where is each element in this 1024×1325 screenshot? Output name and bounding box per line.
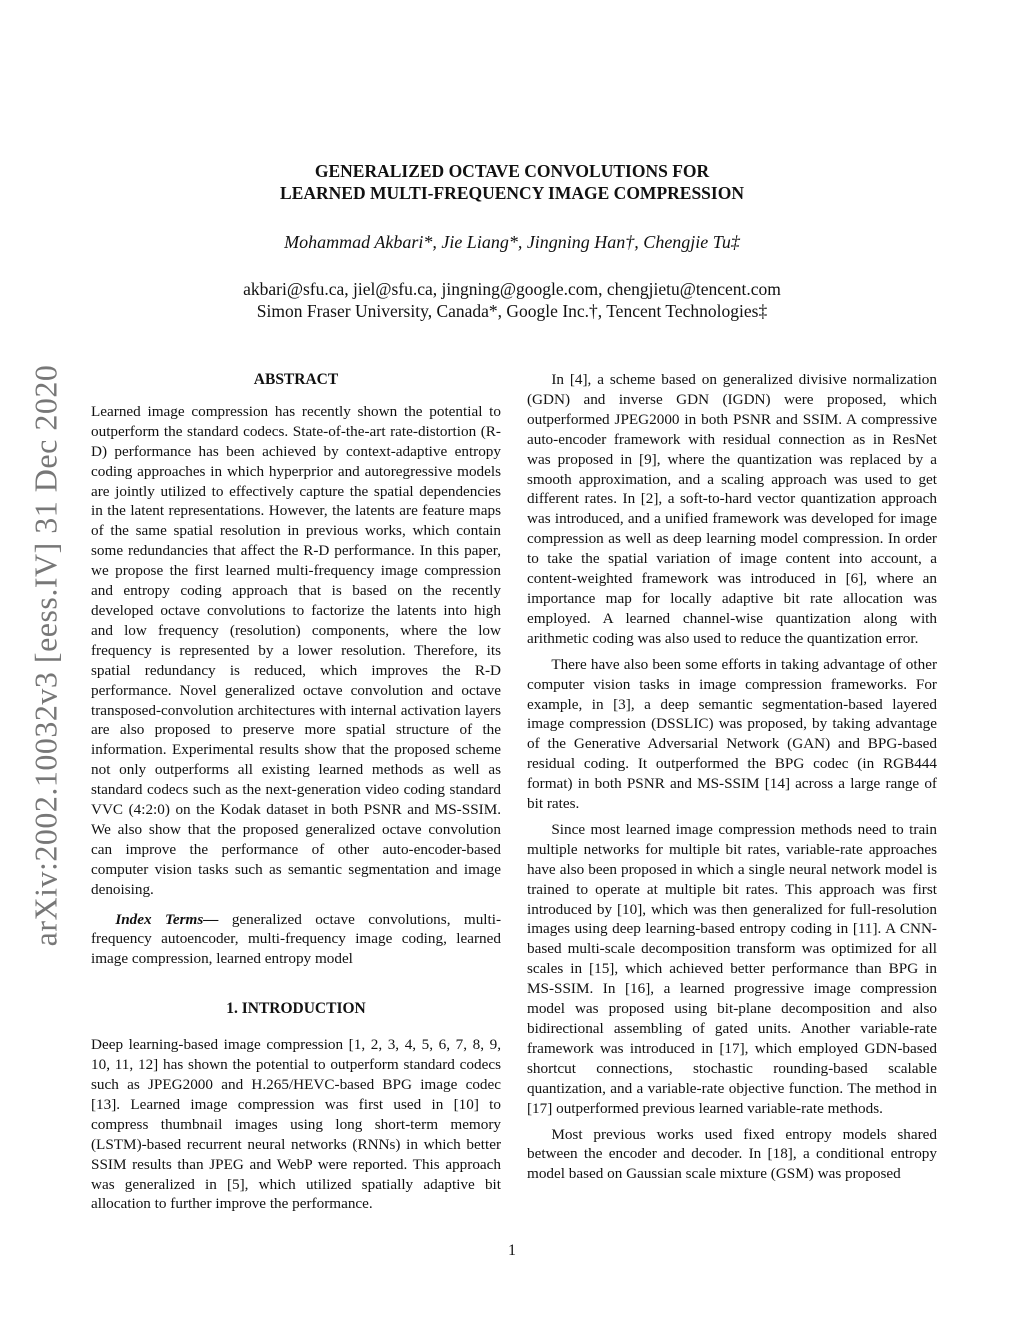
author-list: Mohammad Akbari*, Jie Liang*, Jingning Han†, Chengjie Tu‡ (284, 232, 740, 252)
index-terms-text: generalized octave convolutions, multi-frequency autoencoder, multi-frequency image coding, learned image compression, learned entropy model (91, 910, 501, 968)
paper-title (0, 160, 1024, 204)
intro-paragraph-4: Since most learned image compression methods need to train multiple networks for multiple bit rates, variable-rate approaches have also been proposed in which a single neural network model is trained to operate at multiple bit rates. This approach was first introduced by [10], which was then generalized for full-resolution images using deep learning-based entropy coding in [11]. A CNN-based multi-scale decomposition transform was optimized for all scales in [15], which achieved better performance than BPG in MS-SSIM. In [16], a learned progressive image compression model was proposed using bit-plane decomposition and also bidirectional assembling of gated units. Another variable-rate framework was introduced in [17], which employed GDN-based shortcut connections, stochastic rounding-based scalable quantization, and a variable-rate objective function. The method in [17] outperformed previous learned variable-rate methods. (527, 820, 937, 1117)
intro-paragraph-2: In [4], a scheme based on generalized divisive normalization (GDN) and inverse GDN (IGDN) were proposed, which outperformed JPEG2000 in both PSNR and SSIM. A compressive auto-encoder framework with residual connection as in ResNet was proposed in [9], where the quantization was replaced by a smooth approximation, and a scaling approach was used to get different rates. In [2], a soft-to-hard vector quantization approach was introduced, and a unified framework was developed for image compression as well as deep learning model compression. In order to take the spatial variation of image content into account, a content-weighted framework was introduced in [6], where an importance map for locally adaptive bit rate allocation was employed. A learned channel-wise quantization along with arithmetic coding was also used to reduce the quantization error. (527, 371, 937, 647)
page-number: 1 (508, 1242, 516, 1259)
author-affiliations: Simon Fraser University, Canada*, Google Inc.†, Tencent Technologies‡ (256, 301, 768, 321)
author-emails: akbari@sfu.ca, jiel@sfu.ca, jingning@google.com, chengjietu@tencent.com (243, 279, 781, 299)
right-column (527, 370, 937, 1184)
abstract-text: Learned image compression has recently shown the potential to outperform the standard codecs. State-of-the-art rate-distortion (R-D) performance has been achieved by context-adaptive entropy coding approaches in which hyperprior and autoregressive models are jointly utilized to effectively capture the spatial dependencies in the latent representations. However, the latents are feature maps of the same spatial resolution in previous works, which contain some redundancies that affect the R-D performance. In this paper, we propose the first learned multi-frequency image compression and entropy coding approach that is based on the recently developed octave convolutions to factorize the latents into high and low frequency (resolution) components, where the low frequency is represented by a lower resolution. Therefore, its spatial redundancy is reduced, which improves the R-D performance. Novel generalized octave convolution and octave transposed-convolution architectures with internal activation layers are also proposed to preserve more spatial structure of the information. Experimental results show that the proposed scheme not only outperforms all existing learned methods as well as standard codecs such as the next-generation video coding standard VVC (4:2:0) on the Kodak dataset in both PSNR and MS-SSIM. We also show that the proposed generalized octave convolution can improve the performance of other auto-encoder-based computer vision tasks such as semantic segmentation and image denoising. (91, 402, 501, 898)
arxiv-identifier: arXiv:2002.10032v3 [eess.IV] 31 Dec 2020 (27, 364, 64, 946)
abstract-heading: ABSTRACT (253, 371, 339, 388)
left-column (91, 370, 501, 1214)
arxiv-sidebar (28, 330, 64, 980)
title-line-1: GENERALIZED OCTAVE CONVOLUTIONS FOR (314, 161, 710, 181)
intro-paragraph-5: Most previous works used fixed entropy models shared between the encoder and decoder. In [18], a conditional entropy model based on Gaussian scale mixture (GSM) was proposed (527, 1125, 937, 1183)
index-terms-label: Index Terms— (115, 910, 219, 928)
introduction-heading: 1. INTRODUCTION (226, 1000, 366, 1018)
title-line-2: LEARNED MULTI-FREQUENCY IMAGE COMPRESSION (280, 183, 744, 203)
intro-paragraph-1: Deep learning-based image compression [1, 2, 3, 4, 5, 6, 7, 8, 9, 10, 11, 12] has shown the potential to outperform standard codecs such as JPEG2000 and H.265/HEVC-based BPG image codec [13]. Learned image compression was first used in [10] to compress thumbnail images using long short-term memory (LSTM)-based recurrent neural networks (RNNs) in which better SSIM results than JPEG and WebP were reported. This approach was generalized in [5], which utilized spatially adaptive bit allocation to further improve the performance. (91, 1036, 501, 1213)
index-terms (91, 910, 501, 970)
intro-paragraph-3: There have also been some efforts in taking advantage of other computer vision tasks in image compression frameworks. For example, in [3], a deep semantic segmentation-based layered image compression (DSSLIC) was proposed, by taking advantage of the Generative Adversarial Network (GAN) and BPG-based residual coding. It outperformed the BPG codec (in RGB444 format) in both PSNR and MS-SSIM [14] across a large range of bit rates. (527, 655, 937, 813)
